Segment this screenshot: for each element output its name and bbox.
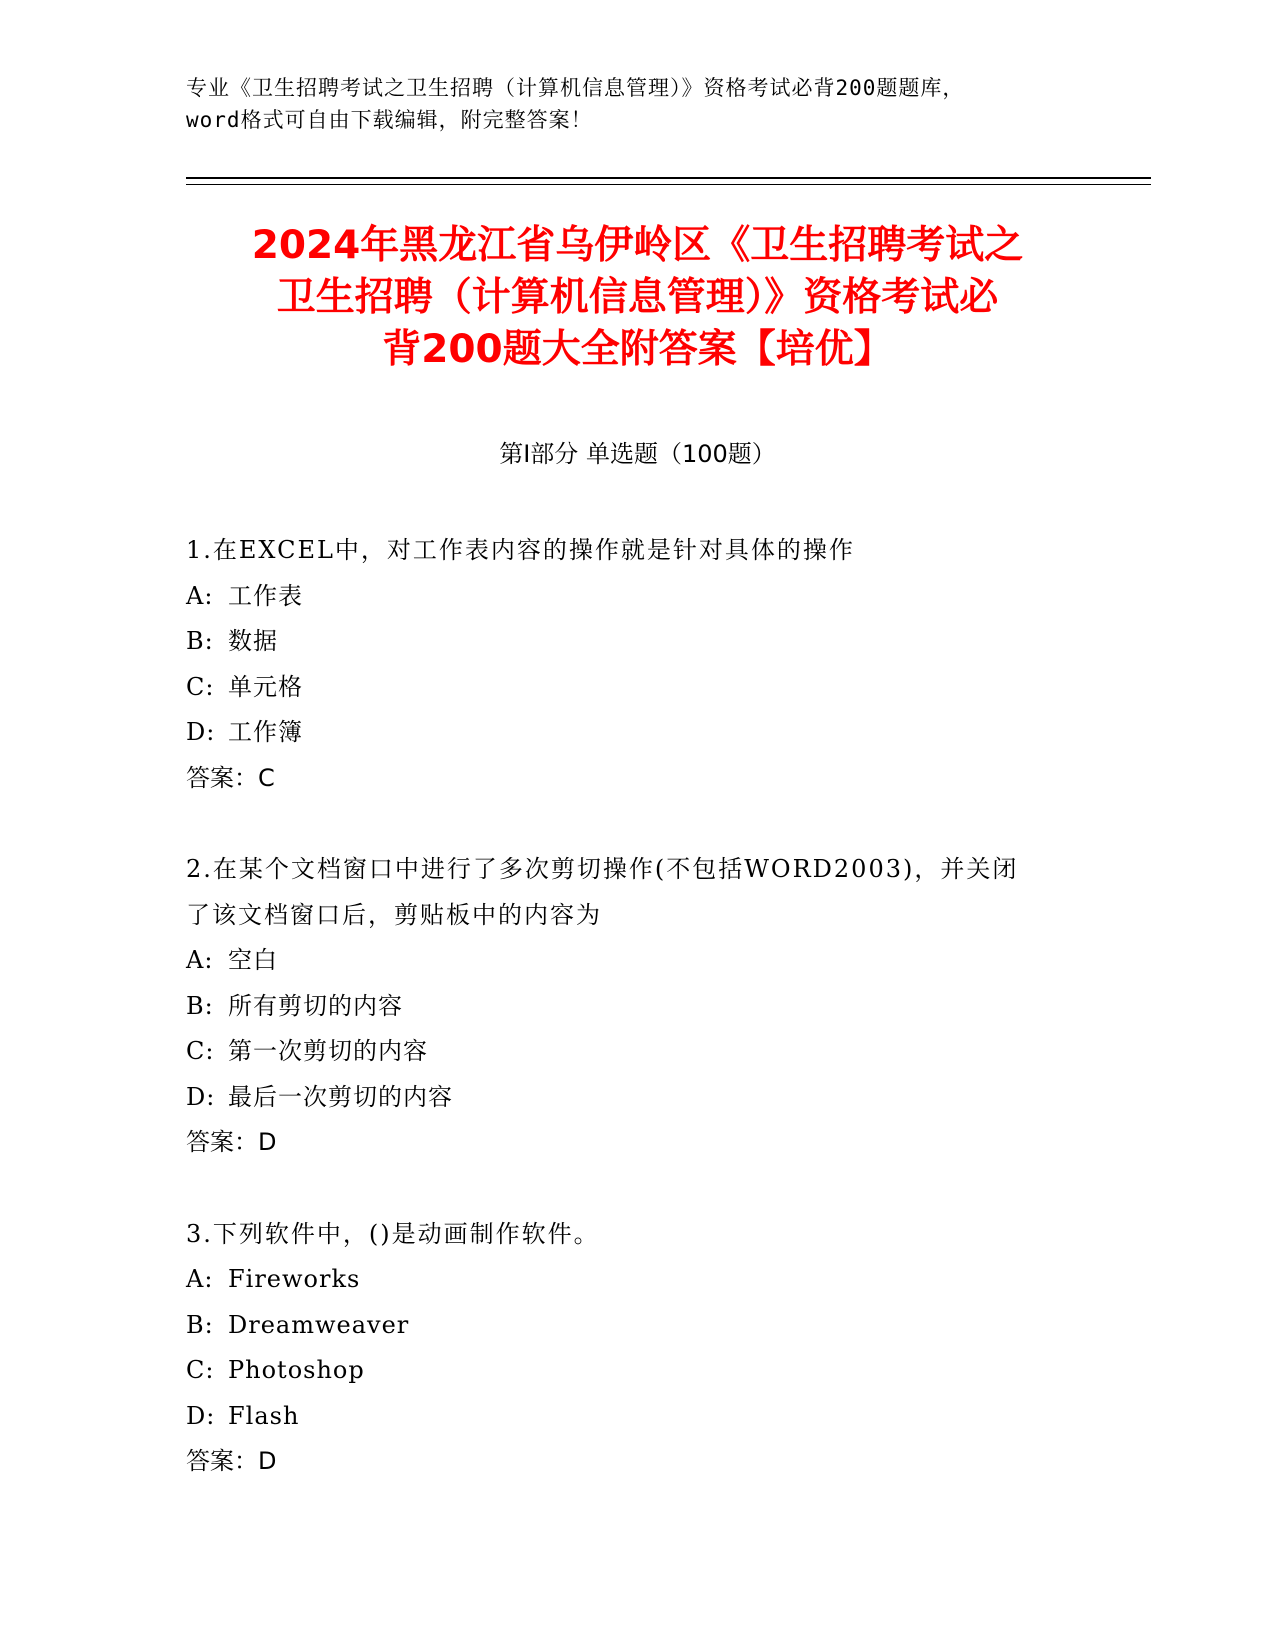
option-text: 所有剪切的内容 (228, 991, 403, 1020)
option-key: B: (186, 627, 214, 655)
option-key: C: (186, 1356, 215, 1384)
header-rule-thin (186, 184, 1151, 185)
answer: 答案：D (186, 1447, 277, 1475)
option-c (186, 1348, 1086, 1394)
document-title-line-3: 背200题大全附答案【培优】 (382, 327, 893, 372)
question-list (186, 528, 1086, 1531)
option-a (186, 574, 1086, 620)
option-b (186, 984, 1086, 1030)
question-text: 1.在EXCEL中，对工作表内容的操作就是针对具体的操作 (186, 536, 855, 564)
document-title (150, 220, 1125, 376)
question-text: 了该文档窗口后，剪贴板中的内容为 (186, 900, 602, 929)
document-title-line-2: 卫生招聘（计算机信息管理）》资格考试必 (276, 275, 999, 320)
option-key: D: (186, 718, 216, 746)
answer: 答案：C (186, 763, 275, 792)
option-key: C: (186, 672, 215, 701)
answer: 答案：D (186, 1128, 277, 1156)
option-text: 空白 (228, 946, 278, 974)
option-key: C: (186, 1037, 215, 1065)
question-text: 3.下列软件中，()是动画制作软件。 (186, 1219, 600, 1248)
option-text: 单元格 (228, 672, 303, 701)
option-key: D: (186, 1401, 216, 1430)
option-text: Flash (228, 1401, 300, 1430)
option-key: A: (186, 581, 214, 610)
option-text: 数据 (228, 627, 278, 655)
option-text: 工作簿 (228, 718, 303, 746)
option-text: Photoshop (228, 1356, 365, 1384)
option-key: A: (186, 1265, 214, 1293)
document-title-line-1: 2024年黑龙江省乌伊岭区《卫生招聘考试之 (251, 223, 1024, 268)
option-b (186, 1303, 1086, 1349)
option-key: B: (186, 1310, 214, 1339)
question-2 (186, 847, 1086, 1166)
question-text: 2.在某个文档窗口中进行了多次剪切操作(不包括WORD2003)，并关闭 (186, 855, 1019, 883)
option-text: Dreamweaver (228, 1310, 410, 1339)
option-b (186, 619, 1086, 665)
question-3 (186, 1212, 1086, 1485)
option-text: Fireworks (228, 1265, 361, 1293)
option-d (186, 1394, 1086, 1440)
option-key: B: (186, 991, 214, 1020)
option-key: A: (186, 946, 214, 974)
question-1 (186, 528, 1086, 801)
option-text: 第一次剪切的内容 (228, 1037, 428, 1065)
option-key: D: (186, 1082, 216, 1111)
option-d (186, 710, 1086, 756)
header-note-line-1: 专业《卫生招聘考试之卫生招聘（计算机信息管理）》资格考试必背200题题库， (186, 76, 965, 100)
header-note (186, 72, 1086, 136)
option-a (186, 1257, 1086, 1303)
option-d (186, 1075, 1086, 1121)
section-title: 第Ⅰ部分 单选题（100题） (499, 440, 776, 468)
header-rule-thick (186, 177, 1151, 179)
option-a (186, 938, 1086, 984)
option-c (186, 665, 1086, 711)
option-text: 最后一次剪切的内容 (228, 1082, 453, 1111)
header-note-line-2: word格式可自由下载编辑，附完整答案！ (186, 108, 593, 132)
option-text: 工作表 (228, 581, 303, 610)
option-c (186, 1029, 1086, 1075)
